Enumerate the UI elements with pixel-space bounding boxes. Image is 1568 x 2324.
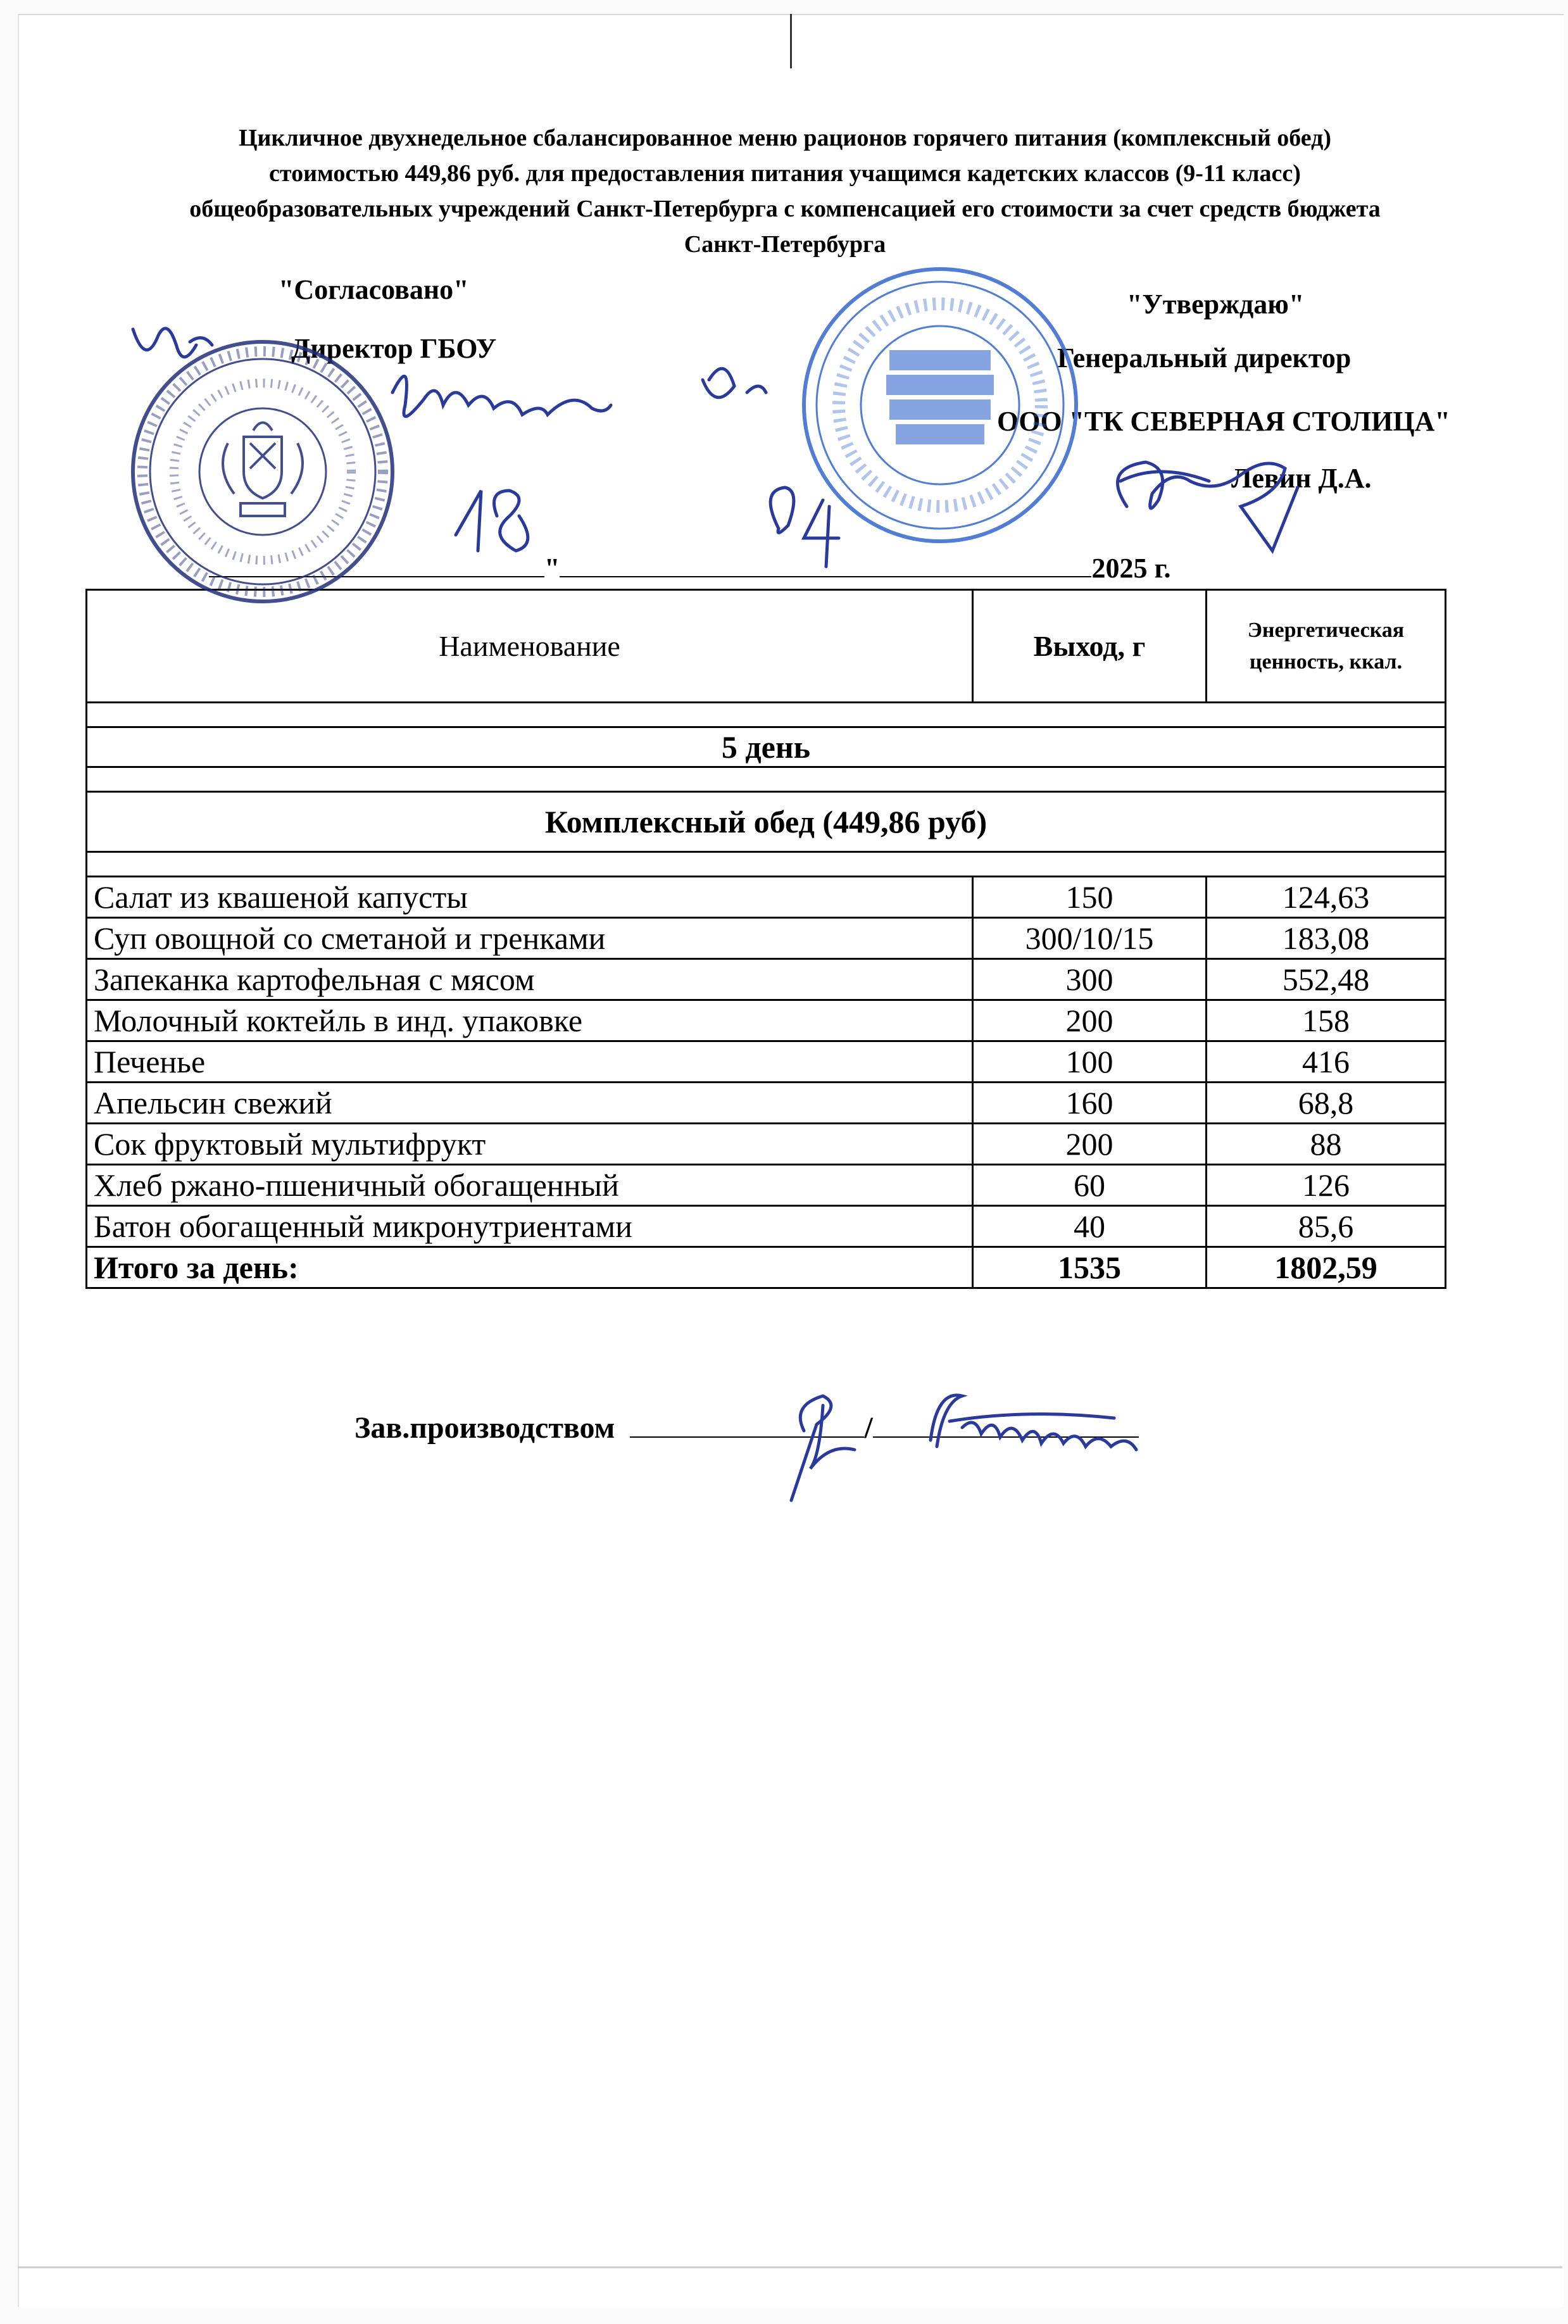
item-name: Суп овощной со сметаной и гренками bbox=[87, 918, 973, 959]
header-yield: Выход, г bbox=[973, 590, 1207, 703]
item-energy: 85,6 bbox=[1207, 1206, 1446, 1247]
item-name: Батон обогащенный микронутриентами bbox=[87, 1206, 973, 1247]
total-yield: 1535 bbox=[973, 1247, 1207, 1288]
table-row bbox=[87, 918, 1446, 959]
title-line-2: стоимостью 449,86 руб. для предоставления питания учащимся кадетских классов (9-11 класс) bbox=[269, 160, 1301, 187]
approved-position: Генеральный директор bbox=[1057, 342, 1352, 374]
item-name: Хлеб ржано-пшеничный обогащенный bbox=[87, 1165, 973, 1206]
total-label: Итого за день: bbox=[87, 1247, 973, 1288]
item-energy: 158 bbox=[1207, 1000, 1446, 1041]
spacer-row bbox=[87, 852, 1446, 877]
table-row bbox=[87, 1083, 1446, 1124]
item-energy: 124,63 bbox=[1207, 877, 1446, 918]
item-yield: 100 bbox=[973, 1041, 1207, 1083]
footer-separator: / bbox=[864, 1411, 873, 1445]
spacer-row bbox=[87, 703, 1446, 727]
production-manager-label: Зав.производством bbox=[354, 1411, 615, 1445]
item-name: Апельсин свежий bbox=[87, 1083, 973, 1124]
scan-fold-mark bbox=[790, 14, 792, 68]
approved-name: Левин Д.А. bbox=[1231, 463, 1372, 494]
production-manager-line bbox=[354, 1410, 1139, 1445]
document-title bbox=[89, 120, 1481, 262]
item-energy: 416 bbox=[1207, 1041, 1446, 1083]
item-name: Запеканка картофельная с мясом bbox=[87, 959, 973, 1000]
item-yield: 160 bbox=[973, 1083, 1207, 1124]
table-row bbox=[87, 1000, 1446, 1041]
header-name: Наименование bbox=[87, 590, 973, 703]
meal-label: Комплексный обед (449,86 руб) bbox=[87, 792, 1446, 852]
item-yield: 60 bbox=[973, 1165, 1207, 1206]
item-name: Сок фруктовый мультифрукт bbox=[87, 1124, 973, 1165]
total-energy: 1802,59 bbox=[1207, 1247, 1446, 1288]
day-row bbox=[87, 727, 1446, 767]
signature-blank bbox=[630, 1411, 864, 1438]
date-quote: " bbox=[544, 553, 560, 584]
table-header-row bbox=[87, 590, 1446, 703]
item-energy: 552,48 bbox=[1207, 959, 1446, 1000]
date-year: 2025 г. bbox=[1091, 553, 1171, 584]
header-energy: Энергетическая ценность, ккал. bbox=[1207, 590, 1446, 703]
menu-table bbox=[85, 589, 1446, 1289]
table-row bbox=[87, 1206, 1446, 1247]
title-line-3: общеобразовательных учреждений Санкт-Петербурга с компенсацией его стоимости за счет средств бюджета bbox=[189, 196, 1381, 222]
approved-company: ООО "ТК СЕВЕРНАЯ СТОЛИЦА" bbox=[997, 406, 1450, 437]
agreed-heading: "Согласовано" bbox=[279, 274, 469, 305]
item-name: Молочный коктейль в инд. упаковке bbox=[87, 1000, 973, 1041]
meal-row bbox=[87, 792, 1446, 852]
scan-bottom-edge bbox=[18, 2266, 1562, 2268]
item-yield: 200 bbox=[973, 1124, 1207, 1165]
item-name: Салат из квашеной капусты bbox=[87, 877, 973, 918]
table-row bbox=[87, 877, 1446, 918]
item-yield: 40 bbox=[973, 1206, 1207, 1247]
item-energy: 88 bbox=[1207, 1124, 1446, 1165]
title-line-1: Цикличное двухнедельное сбалансированное меню рационов горячего питания (комплексный обед) bbox=[239, 125, 1331, 151]
agreed-position: Директор ГБОУ bbox=[291, 333, 497, 364]
item-energy: 183,08 bbox=[1207, 918, 1446, 959]
total-row bbox=[87, 1247, 1446, 1288]
spacer-row bbox=[87, 767, 1446, 792]
item-yield: 200 bbox=[973, 1000, 1207, 1041]
item-yield: 150 bbox=[973, 877, 1207, 918]
item-energy: 68,8 bbox=[1207, 1083, 1446, 1124]
date-blank-left bbox=[209, 551, 544, 577]
table-row bbox=[87, 1165, 1446, 1206]
item-yield: 300/10/15 bbox=[973, 918, 1207, 959]
table-row bbox=[87, 1124, 1446, 1165]
date-blank-right bbox=[560, 551, 1091, 577]
item-energy: 126 bbox=[1207, 1165, 1446, 1206]
approved-heading: "Утверждаю" bbox=[1127, 289, 1305, 320]
item-yield: 300 bbox=[973, 959, 1207, 1000]
day-label: 5 день bbox=[87, 727, 1446, 767]
title-line-4: Санкт-Петербурга bbox=[684, 231, 886, 258]
name-blank bbox=[873, 1411, 1139, 1438]
table-row bbox=[87, 959, 1446, 1000]
approval-date-line bbox=[209, 551, 1170, 584]
table-row bbox=[87, 1041, 1446, 1083]
item-name: Печенье bbox=[87, 1041, 973, 1083]
